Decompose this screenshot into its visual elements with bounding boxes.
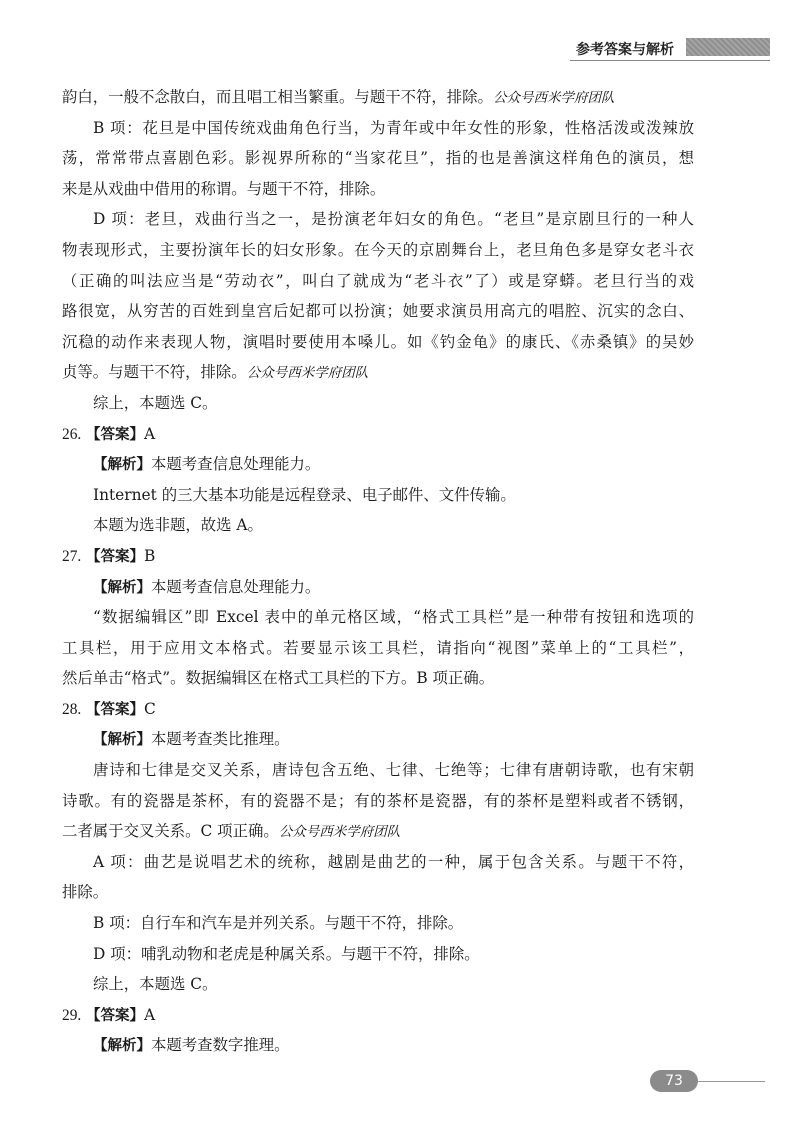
- paragraph-line: [62, 82, 694, 113]
- paragraph-line: 工具栏，用于应用文本格式。若要显示该工具栏，请指向“视图”菜单上的“工具栏”，: [62, 638, 694, 657]
- answer-label: 【答案】: [86, 548, 144, 565]
- analysis-value: 本题考查类比推理。: [151, 730, 290, 749]
- paragraph-line: 本题为选非题，故选 A。: [93, 516, 263, 535]
- page-number-badge: 73: [650, 1070, 698, 1092]
- analysis-value: 本题考查信息处理能力。: [151, 455, 321, 474]
- page-content: [62, 82, 694, 1061]
- analysis-line: [62, 1030, 694, 1061]
- paragraph-line: 沉稳的动作来表现人物，演唱时要使用本嗓儿。如《钓金龟》的康氏、《赤桑镇》的吴妙: [62, 332, 694, 351]
- line-text: 韵白，一般不念散白，而且唱工相当繁重。与题干不符，排除。: [62, 88, 493, 106]
- paragraph-line: 综上，本题选 C。: [93, 393, 218, 412]
- paragraph-line: A 项：曲艺是说唱艺术的统称，越剧是曲艺的一种，属于包含关系。与题干不符，: [93, 852, 694, 871]
- question-number: 28.: [62, 700, 82, 718]
- header-decorative-bar: [686, 38, 770, 56]
- answer-value: A: [144, 1005, 156, 1024]
- answer-label: 【答案】: [86, 1007, 144, 1024]
- paragraph-line: 唐诗和七律是交叉关系，唐诗包含五绝、七律、七绝等；七律有唐朝诗歌，也有宋朝: [93, 761, 694, 780]
- paragraph-line: “数据编辑区”即 Excel 表中的单元格区域，“格式工具栏”是一种带有按钮和选项的: [93, 608, 694, 627]
- paragraph-line: （正确的叫法应当是“劳动衣”，叫白了就成为“老斗衣”了）或是穿蟒。老旦行当的戏: [62, 271, 694, 290]
- analysis-label: 【解析】: [93, 579, 151, 596]
- analysis-label: 【解析】: [93, 1038, 151, 1055]
- question-number: 29.: [62, 1006, 82, 1024]
- answer-label: 【答案】: [86, 426, 144, 443]
- answer-line: [62, 694, 694, 725]
- paragraph-line: B 项：自行车和汽车是并列关系。与题干不符，排除。: [93, 914, 464, 933]
- paragraph-line: 然后单击“格式”。数据编辑区在格式工具栏的下方。B 项正确。: [62, 669, 495, 688]
- paragraph-line: [62, 357, 694, 388]
- paragraph-line: 荡，常常带点喜剧色彩。影视界所称的“当家花旦”，指的也是善演这样角色的演员，想: [62, 149, 694, 168]
- watermark-text: 公众号西米学府团队: [278, 824, 401, 841]
- line-text: 二者属于交叉关系。C 项正确。: [62, 822, 279, 841]
- analysis-label: 【解析】: [93, 457, 151, 474]
- answer-line: [62, 419, 694, 450]
- analysis-line: [62, 572, 694, 603]
- paragraph-line: 综上，本题选 C。: [93, 975, 218, 994]
- running-header-title: 参考答案与解析: [576, 42, 674, 58]
- paragraph-line: 物表现形式，主要扮演年长的妇女形象。在今天的京剧舞台上，老旦角色多是穿女老斗衣: [62, 240, 694, 259]
- question-number: 27.: [62, 547, 82, 565]
- analysis-line: [62, 724, 694, 755]
- paragraph-line: 诗歌。有的瓷器是茶杯，有的瓷器不是；有的茶杯是瓷器，有的茶杯是塑料或者不锈钢，: [62, 791, 694, 810]
- paragraph-line: 来是从戏曲中借用的称谓。与题干不符，排除。: [62, 179, 386, 198]
- answer-label: 【答案】: [86, 701, 144, 718]
- analysis-line: [62, 449, 694, 480]
- paragraph-line: B 项：花旦是中国传统戏曲角色行当，为青年或中年女性的形象，性格活泼或泼辣放: [93, 118, 694, 137]
- analysis-value: 本题考查信息处理能力。: [151, 577, 321, 596]
- answer-value: B: [144, 546, 156, 565]
- line-text: 贞等。与题干不符，排除。: [62, 363, 247, 382]
- paragraph-line: Internet 的三大基本功能是远程登录、电子邮件、文件传输。: [93, 485, 516, 504]
- paragraph-line: D 项：哺乳动物和老虎是种属关系。与题干不符，排除。: [93, 944, 480, 963]
- paragraph-line: [62, 816, 694, 847]
- paragraph-line: 路很宽，从穷苦的百姓到皇宫后妃都可以扮演；她要求演员用高亢的唱腔、沉实的念白、: [62, 302, 694, 321]
- header-rule: [570, 60, 770, 61]
- watermark-text: 公众号西米学府团队: [492, 90, 615, 106]
- answer-value: A: [144, 424, 156, 443]
- watermark-text: 公众号西米学府团队: [246, 365, 369, 382]
- paragraph-line: 排除。: [62, 883, 109, 902]
- paragraph-line: D 项：老旦，戏曲行当之一，是扮演老年妇女的角色。“老旦”是京剧旦行的一种人: [93, 210, 694, 229]
- answer-line: [62, 541, 694, 572]
- analysis-value: 本题考查数字推理。: [151, 1036, 290, 1055]
- analysis-label: 【解析】: [93, 732, 151, 749]
- answer-value: C: [144, 699, 156, 718]
- question-number: 26.: [62, 425, 82, 443]
- answer-line: [62, 1000, 694, 1031]
- footer-rule: [698, 1081, 765, 1082]
